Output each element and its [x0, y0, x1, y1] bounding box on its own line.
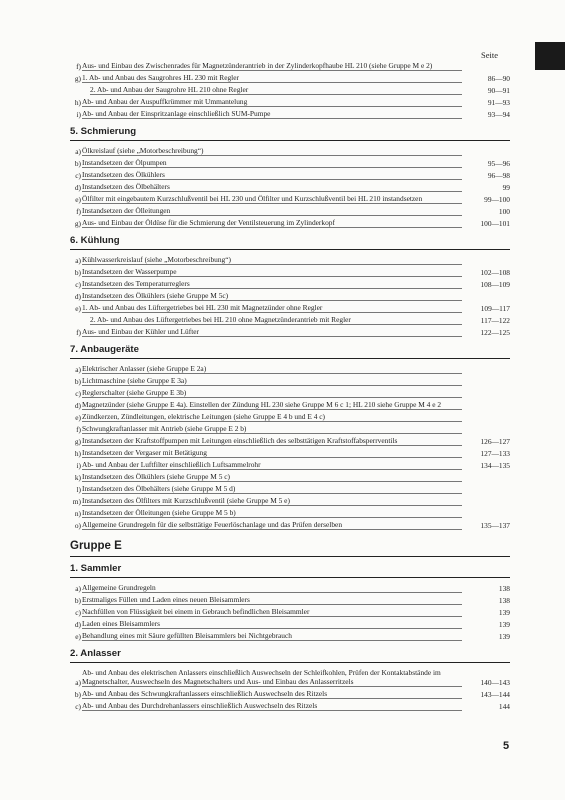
entry-text: Laden eines Bleisammlers	[82, 619, 462, 629]
toc-entry	[70, 700, 510, 712]
entry-text: Instandsetzen der Ölpumpen	[82, 158, 462, 168]
entry-label: c)	[75, 702, 81, 711]
entry-text: Magnetzünder (siehe Gruppe E 4a). Einstellen der Zündung HL 230 siehe Gruppe M 6 c 1; HL 210 siehe Gruppe M 4 e 2	[82, 400, 462, 410]
toc-entry	[70, 254, 510, 266]
entry-text: Instandsetzen des Ölkühlers (siehe Gruppe M 5c)	[82, 291, 462, 301]
entry-text: Instandsetzen der Vergaser mit Betätigung	[82, 448, 462, 458]
entry-label: f)	[76, 425, 81, 434]
entry-pages: 138	[498, 584, 510, 593]
section-divider	[70, 358, 510, 359]
toc-entry	[70, 688, 510, 700]
entry-text: Ölkreislauf (siehe „Motorbeschreibung“)	[82, 146, 462, 156]
toc-entry	[70, 399, 510, 411]
entry-pages: 102—108	[480, 268, 510, 277]
entry-text: Instandsetzen der Wasserpumpe	[82, 267, 462, 277]
section-heading: 6. Kühlung	[70, 235, 120, 246]
entry-pages: 100	[498, 207, 510, 216]
entry-label: d)	[74, 401, 81, 410]
toc-entry	[70, 459, 510, 471]
toc-entry	[70, 314, 510, 326]
entry-text: Instandsetzen des Ölfilters mit Kurzschlußventil (siehe Gruppe M 5 e)	[82, 496, 462, 506]
entry-text: Aus- und Einbau der Öldüse für die Schmierung der Ventilsteuerung im Zylinderkopf	[82, 218, 462, 228]
toc-entry	[70, 60, 510, 72]
entry-text: Erstmaliges Füllen und Laden eines neuen Bleisammlers	[82, 595, 462, 605]
toc-entry	[70, 217, 510, 229]
entry-text: Instandsetzen des Ölkühlers (siehe Gruppe M 5 c)	[82, 472, 462, 482]
toc-entry	[70, 507, 510, 519]
entry-text: Elektrischer Anlasser (siehe Gruppe E 2a)	[82, 364, 462, 374]
entry-pages: 86—90	[487, 74, 510, 83]
toc-entry	[70, 266, 510, 278]
section-heading: 1. Sammler	[70, 563, 122, 574]
entry-text: Instandsetzen des Ölbehälters (siehe Gruppe M 5 d)	[82, 484, 462, 494]
toc-entry	[70, 302, 510, 314]
toc-entry	[70, 519, 510, 531]
entry-text: Ab- und Anbau der Luftfilter einschließlich Luftsammelrohr	[82, 460, 462, 470]
entry-label: e)	[75, 304, 81, 313]
entry-label: i)	[76, 110, 81, 119]
page-column-header: Seite	[481, 50, 498, 60]
entry-label: o)	[74, 521, 81, 530]
entry-pages: 117—122	[480, 316, 510, 325]
entry-pages: 127—133	[480, 449, 510, 458]
entry-label: h)	[74, 449, 81, 458]
entry-text: Reglerschalter (siehe Gruppe E 3b)	[82, 388, 462, 398]
entry-label: a)	[75, 147, 81, 156]
entry-pages: 99—100	[484, 195, 510, 204]
entry-pages: 91—93	[487, 98, 510, 107]
entry-label: a)	[75, 584, 81, 593]
toc-entry	[70, 84, 510, 96]
toc-entry	[70, 606, 510, 618]
entry-pages: 90—91	[487, 86, 510, 95]
entry-label: c)	[75, 608, 81, 617]
toc-entry	[70, 435, 510, 447]
section-divider	[70, 140, 510, 141]
entry-text: Kühlwasserkreislauf (siehe „Motorbeschreibung“)	[82, 255, 462, 265]
entry-label: b)	[74, 596, 81, 605]
entry-pages: 140—143	[480, 678, 510, 687]
entry-text: Behandlung eines mit Säure gefüllten Bleisammlers bei Nichtgebrauch	[82, 631, 462, 641]
entry-pages: 126—127	[480, 437, 510, 446]
entry-text: Allgemeine Grundregeln	[82, 583, 462, 593]
page-number: 5	[503, 740, 510, 752]
entry-text: Instandsetzen des Ölbehälters	[82, 182, 462, 192]
entry-text: Instandsetzen des Ölkühlers	[82, 170, 462, 180]
toc-entry	[70, 169, 510, 181]
entry-text: Zündkerzen, Zündleitungen, elektrische Leitungen (siehe Gruppe E 4 b und E 4 c)	[82, 412, 462, 422]
toc-entry	[70, 205, 510, 217]
entry-label: l)	[76, 485, 81, 494]
entry-pages: 95—96	[487, 159, 510, 168]
entry-label: d)	[74, 292, 81, 301]
section-divider	[70, 577, 510, 578]
entry-pages: 122—125	[480, 328, 510, 337]
entry-text: Ab- und Anbau der Auspuffkrümmer mit Ummantelung	[82, 97, 462, 107]
entry-pages: 93—94	[487, 110, 510, 119]
entry-text: 1. Ab- und Anbau des Saugrohres HL 230 mit Regler	[82, 73, 462, 83]
entry-text: Aus- und Einbau des Zwischenrades für Magnetzünderantrieb in der Zylinderkopfhaube HL 210 (siehe Gruppe M e 2)	[82, 61, 462, 71]
section-heading: 5. Schmierung	[70, 126, 137, 137]
entry-label: b)	[74, 690, 81, 699]
entry-label: c)	[75, 171, 81, 180]
entry-label: g)	[74, 219, 81, 228]
entry-label: f)	[76, 207, 81, 216]
entry-pages: 139	[498, 620, 510, 629]
entry-text: Instandsetzen der Ölleitungen (siehe Gruppe M 5 b)	[82, 508, 462, 518]
entry-label: e)	[75, 413, 81, 422]
toc-entry	[70, 193, 510, 205]
entry-label: b)	[74, 159, 81, 168]
entry-pages: 99	[502, 183, 510, 192]
entry-pages: 100—101	[480, 219, 510, 228]
section-divider	[70, 662, 510, 663]
entry-label: h)	[74, 98, 81, 107]
entry-pages: 108—109	[480, 280, 510, 289]
toc-entry	[70, 278, 510, 290]
toc-entry	[70, 181, 510, 193]
entry-pages: 139	[498, 608, 510, 617]
entry-label: c)	[75, 280, 81, 289]
entry-label: d)	[74, 620, 81, 629]
entry-pages: 138	[498, 596, 510, 605]
entry-label: c)	[75, 389, 81, 398]
toc-entry	[70, 157, 510, 169]
table-of-contents	[70, 60, 510, 712]
entry-pages: 96—98	[487, 171, 510, 180]
entry-label: b)	[74, 268, 81, 277]
entry-text: Nachfüllen von Flüssigkeit bei einem in Gebrauch befindlichen Bleisammler	[82, 607, 462, 617]
section-divider	[70, 249, 510, 250]
toc-entry	[70, 363, 510, 375]
group-heading: Gruppe E	[70, 540, 122, 552]
toc-entry	[70, 387, 510, 399]
entry-label: a)	[75, 365, 81, 374]
entry-text: Allgemeine Grundregeln für die selbsttätige Feuerlöschanlage und das Prüfen derselben	[82, 520, 462, 530]
toc-entry	[70, 594, 510, 606]
entry-pages: 109—117	[480, 304, 510, 313]
entry-text: Ab- und Anbau der Einspritzanlage einschließlich SUM-Pumpe	[82, 109, 462, 119]
toc-entry	[70, 667, 510, 688]
entry-text: Ölfilter mit eingebautem Kurzschlußventil bei HL 230 und Ölfilter und Kurzschlußventil bei HL 210 instandsetzen	[82, 194, 462, 204]
entry-label: f)	[76, 62, 81, 71]
entry-text: Instandsetzen der Kraftstoffpumpen mit Leitungen einschließlich des selbsttätigen Kraftstoffabsperrventils	[82, 436, 462, 446]
entry-label: g)	[74, 437, 81, 446]
entry-text: Ab- und Anbau des Schwungkraftanlassers einschließlich Auswechseln des Ritzels	[82, 689, 462, 699]
entry-text: 2. Ab- und Anbau der Saugrohre HL 210 ohne Regler	[90, 85, 462, 95]
toc-entry	[70, 495, 510, 507]
entry-text: Schwungkraftanlasser mit Antrieb (siehe Gruppe E 2 b)	[82, 424, 462, 434]
entry-label: n)	[74, 509, 81, 518]
toc-entry	[70, 145, 510, 157]
entry-pages: 143—144	[480, 690, 510, 699]
entry-label: m)	[72, 497, 81, 506]
toc-entry	[70, 483, 510, 495]
entry-label: b)	[74, 377, 81, 386]
entry-text: Ab- und Anbau des Durchdrehanlassers einschließlich Auswechseln des Ritzels	[82, 701, 462, 711]
entry-label: a)	[75, 256, 81, 265]
entry-pages: 139	[498, 632, 510, 641]
toc-entry	[70, 423, 510, 435]
toc-entry	[70, 108, 510, 120]
toc-entry	[70, 630, 510, 642]
entry-label: i)	[76, 461, 81, 470]
entry-text: Instandsetzen des Temperaturreglers	[82, 279, 462, 289]
toc-entry	[70, 582, 510, 594]
entry-text: Ab- und Anbau des elektrischen Anlassers einschließlich Auswechseln der Schleifkohlen, Prüfen der Kontaktabstände im Magnetschalter, Auswechseln des Magnetschalters und Aus- und Einbau des Anlasserritzels	[82, 668, 462, 687]
entry-label: d)	[74, 183, 81, 192]
entry-label: k)	[74, 473, 81, 482]
toc-entry	[70, 447, 510, 459]
section-heading: 7. Anbaugeräte	[70, 344, 139, 355]
thumb-index-tab	[535, 42, 565, 70]
entry-label: e)	[75, 195, 81, 204]
toc-entry	[70, 72, 510, 84]
entry-pages: 144	[498, 702, 510, 711]
entry-text: 2. Ab- und Anbau des Lüftergetriebes bei HL 210 ohne Magnetzünderantrieb mit Regler	[90, 315, 462, 325]
entry-text: Instandsetzen der Ölleitungen	[82, 206, 462, 216]
toc-entry	[70, 375, 510, 387]
entry-text: Aus- und Einbau der Kühler und Lüfter	[82, 327, 462, 337]
toc-entry	[70, 618, 510, 630]
toc-entry	[70, 290, 510, 302]
toc-entry	[70, 326, 510, 338]
toc-entry	[70, 471, 510, 483]
toc-entry	[70, 96, 510, 108]
entry-label: g)	[74, 74, 81, 83]
section-heading: 2. Anlasser	[70, 648, 121, 659]
toc-entry	[70, 411, 510, 423]
entry-label: f)	[76, 328, 81, 337]
entry-label: e)	[75, 632, 81, 641]
group-divider	[70, 556, 510, 557]
entry-pages: 135—137	[480, 521, 510, 530]
entry-pages: 134—135	[480, 461, 510, 470]
entry-label: a)	[75, 678, 81, 687]
entry-text: Lichtmaschine (siehe Gruppe E 3a)	[82, 376, 462, 386]
entry-text: 1. Ab- und Anbau des Lüftergetriebes bei HL 230 mit Magnetzünder ohne Regler	[82, 303, 462, 313]
